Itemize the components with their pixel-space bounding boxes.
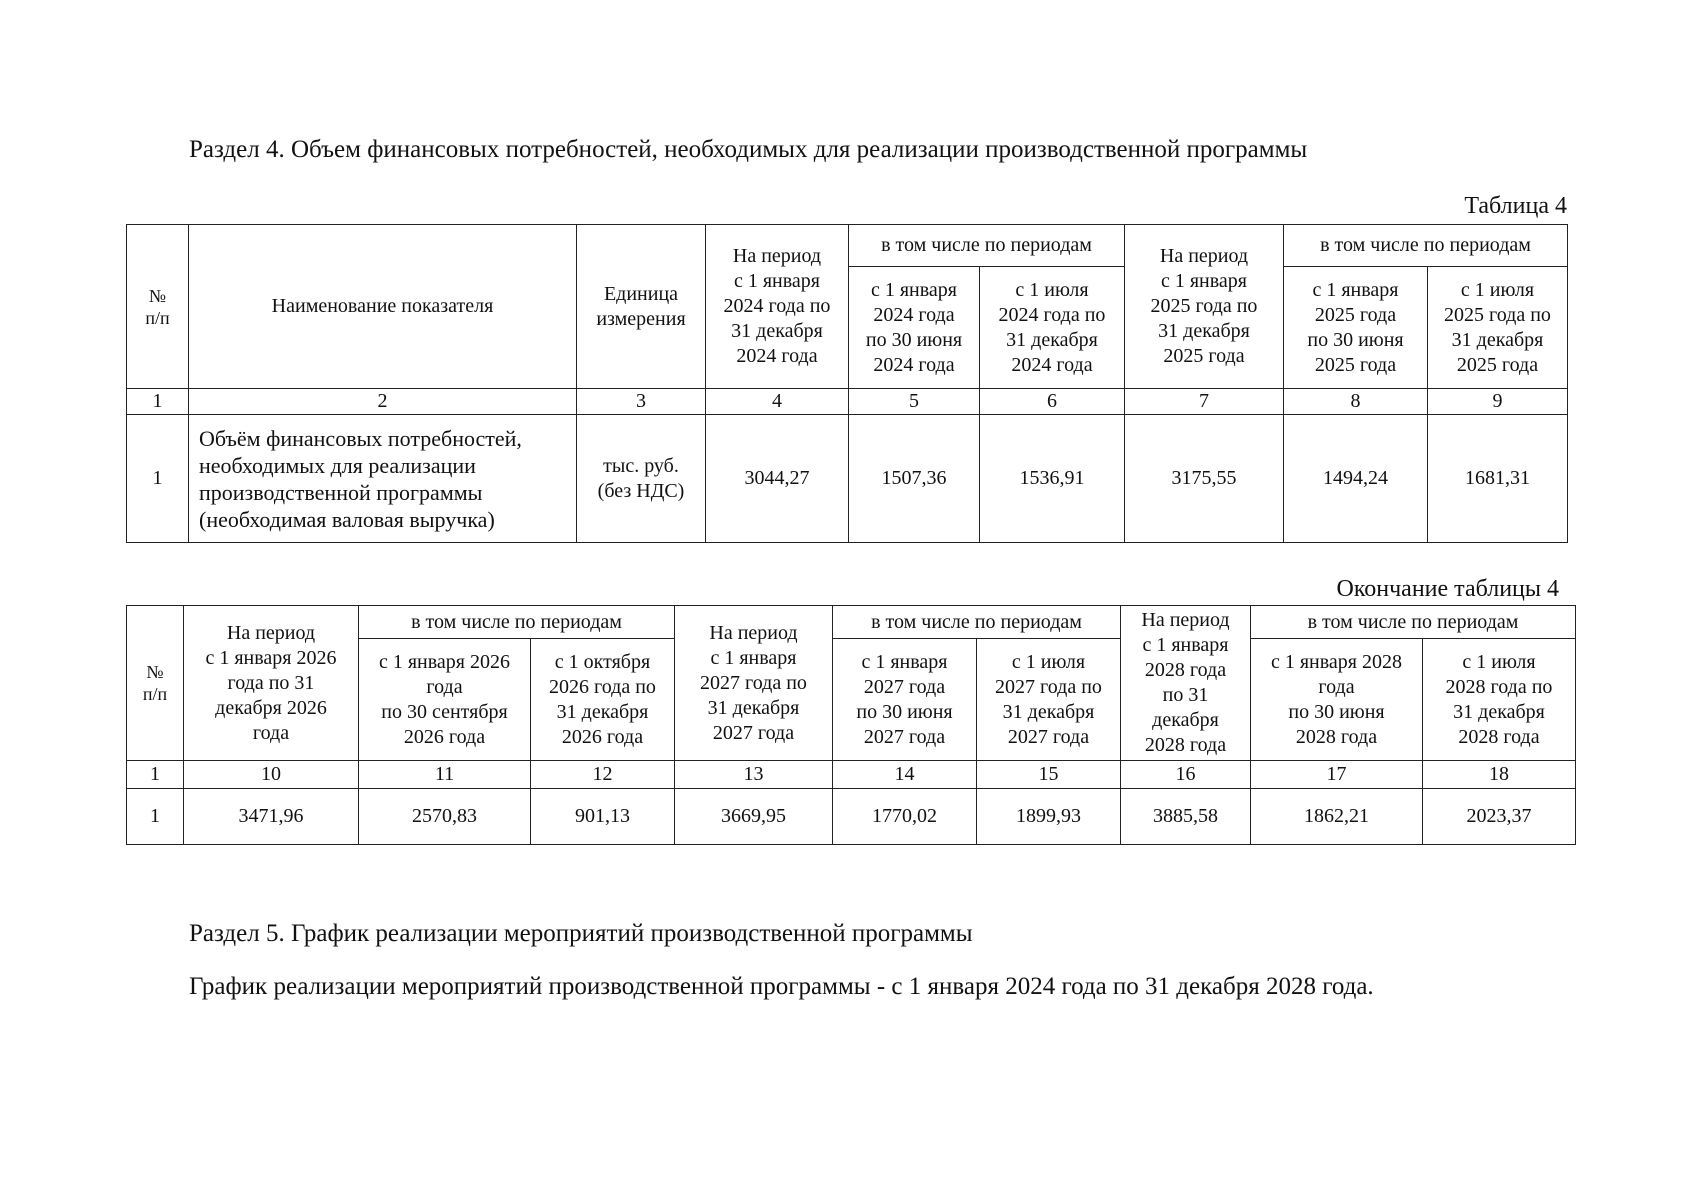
col-number: 8 bbox=[1284, 389, 1428, 415]
col-number: 18 bbox=[1423, 761, 1576, 789]
value-period-2028: 3885,58 bbox=[1121, 789, 1251, 845]
col-number: 13 bbox=[675, 761, 833, 789]
table-row bbox=[127, 415, 1568, 543]
header-2025-h1: с 1 января 2025 года по 30 июня 2025 года bbox=[1284, 267, 1428, 389]
header-period-2026: На период с 1 января 2026 года по 31 декабря 2026 года bbox=[184, 606, 359, 761]
value-2024-h1: 1507,36 bbox=[849, 415, 980, 543]
value-period-2025: 3175,55 bbox=[1125, 415, 1284, 543]
value-2026-b: 901,13 bbox=[531, 789, 675, 845]
table-4-caption: Таблица 4 bbox=[1464, 193, 1567, 219]
header-num: № п/п bbox=[127, 225, 189, 389]
header-including-periods-2027: в том числе по периодам bbox=[833, 606, 1121, 639]
row-num: 1 bbox=[127, 789, 184, 845]
value-2028-h2: 2023,37 bbox=[1423, 789, 1576, 845]
col-number: 3 bbox=[577, 389, 706, 415]
col-number: 2 bbox=[189, 389, 577, 415]
value-period-2024: 3044,27 bbox=[706, 415, 849, 543]
value-2027-h1: 1770,02 bbox=[833, 789, 977, 845]
col-number: 11 bbox=[359, 761, 531, 789]
header-2027-h2: с 1 июля 2027 года по 31 декабря 2027 года bbox=[977, 639, 1121, 761]
col-number: 7 bbox=[1125, 389, 1284, 415]
header-including-periods-2024: в том числе по периодам bbox=[849, 225, 1125, 267]
table-row bbox=[127, 789, 1576, 845]
header-2028-h2: с 1 июля 2028 года по 31 декабря 2028 года bbox=[1423, 639, 1576, 761]
section-5-title: Раздел 5. График реализации мероприятий производственной программы bbox=[189, 920, 973, 947]
header-period-2025: На период с 1 января 2025 года по 31 декабря 2025 года bbox=[1125, 225, 1284, 389]
value-2024-h2: 1536,91 bbox=[980, 415, 1125, 543]
header-2024-h2: с 1 июля 2024 года по 31 декабря 2024 года bbox=[980, 267, 1125, 389]
header-including-periods-2025: в том числе по периодам bbox=[1284, 225, 1568, 267]
value-2025-h2: 1681,31 bbox=[1428, 415, 1568, 543]
col-number: 15 bbox=[977, 761, 1121, 789]
value-2027-h2: 1899,93 bbox=[977, 789, 1121, 845]
header-num: № п/п bbox=[127, 606, 184, 761]
col-number: 6 bbox=[980, 389, 1125, 415]
header-period-2024: На период с 1 января 2024 года по 31 декабря 2024 года bbox=[706, 225, 849, 389]
col-number: 5 bbox=[849, 389, 980, 415]
section-4-title: Раздел 4. Объем финансовых потребностей, необходимых для реализации производственной программы bbox=[189, 136, 1308, 163]
row-unit: тыс. руб. (без НДС) bbox=[577, 415, 706, 543]
table-4 bbox=[126, 224, 1568, 543]
header-unit: Единица измерения bbox=[577, 225, 706, 389]
value-period-2026: 3471,96 bbox=[184, 789, 359, 845]
header-2025-h2: с 1 июля 2025 года по 31 декабря 2025 года bbox=[1428, 267, 1568, 389]
col-number: 1 bbox=[127, 761, 184, 789]
col-number: 12 bbox=[531, 761, 675, 789]
value-2025-h1: 1494,24 bbox=[1284, 415, 1428, 543]
col-number: 16 bbox=[1121, 761, 1251, 789]
col-number: 10 bbox=[184, 761, 359, 789]
col-number: 4 bbox=[706, 389, 849, 415]
col-number: 9 bbox=[1428, 389, 1568, 415]
value-2028-h1: 1862,21 bbox=[1251, 789, 1423, 845]
header-2026-b: с 1 октября 2026 года по 31 декабря 2026 года bbox=[531, 639, 675, 761]
col-number: 14 bbox=[833, 761, 977, 789]
col-number: 1 bbox=[127, 389, 189, 415]
col-number: 17 bbox=[1251, 761, 1423, 789]
row-indicator-name: Объём финансовых потребностей, необходимых для реализации производственной программы (необходимая валовая выручка) bbox=[189, 415, 577, 543]
header-2026-a: с 1 января 2026 года по 30 сентября 2026 года bbox=[359, 639, 531, 761]
header-including-periods-2028: в том числе по периодам bbox=[1251, 606, 1576, 639]
header-2024-h1: с 1 января 2024 года по 30 июня 2024 года bbox=[849, 267, 980, 389]
header-indicator-name: Наименование показателя bbox=[189, 225, 577, 389]
header-period-2027: На период с 1 января 2027 года по 31 декабря 2027 года bbox=[675, 606, 833, 761]
header-including-periods-2026: в том числе по периодам bbox=[359, 606, 675, 639]
header-period-2028: На период с 1 января 2028 года по 31 декабря 2028 года bbox=[1121, 606, 1251, 761]
value-period-2027: 3669,95 bbox=[675, 789, 833, 845]
header-2028-h1: с 1 января 2028 года по 30 июня 2028 года bbox=[1251, 639, 1423, 761]
section-5-text: График реализации мероприятий производственной программы - с 1 января 2024 года по 31 декабря 2028 года. bbox=[189, 973, 1374, 1000]
table-4-end bbox=[126, 605, 1576, 845]
table-4-end-caption: Окончание таблицы 4 bbox=[1336, 576, 1559, 602]
header-2027-h1: с 1 января 2027 года по 30 июня 2027 года bbox=[833, 639, 977, 761]
value-2026-a: 2570,83 bbox=[359, 789, 531, 845]
row-num: 1 bbox=[127, 415, 189, 543]
